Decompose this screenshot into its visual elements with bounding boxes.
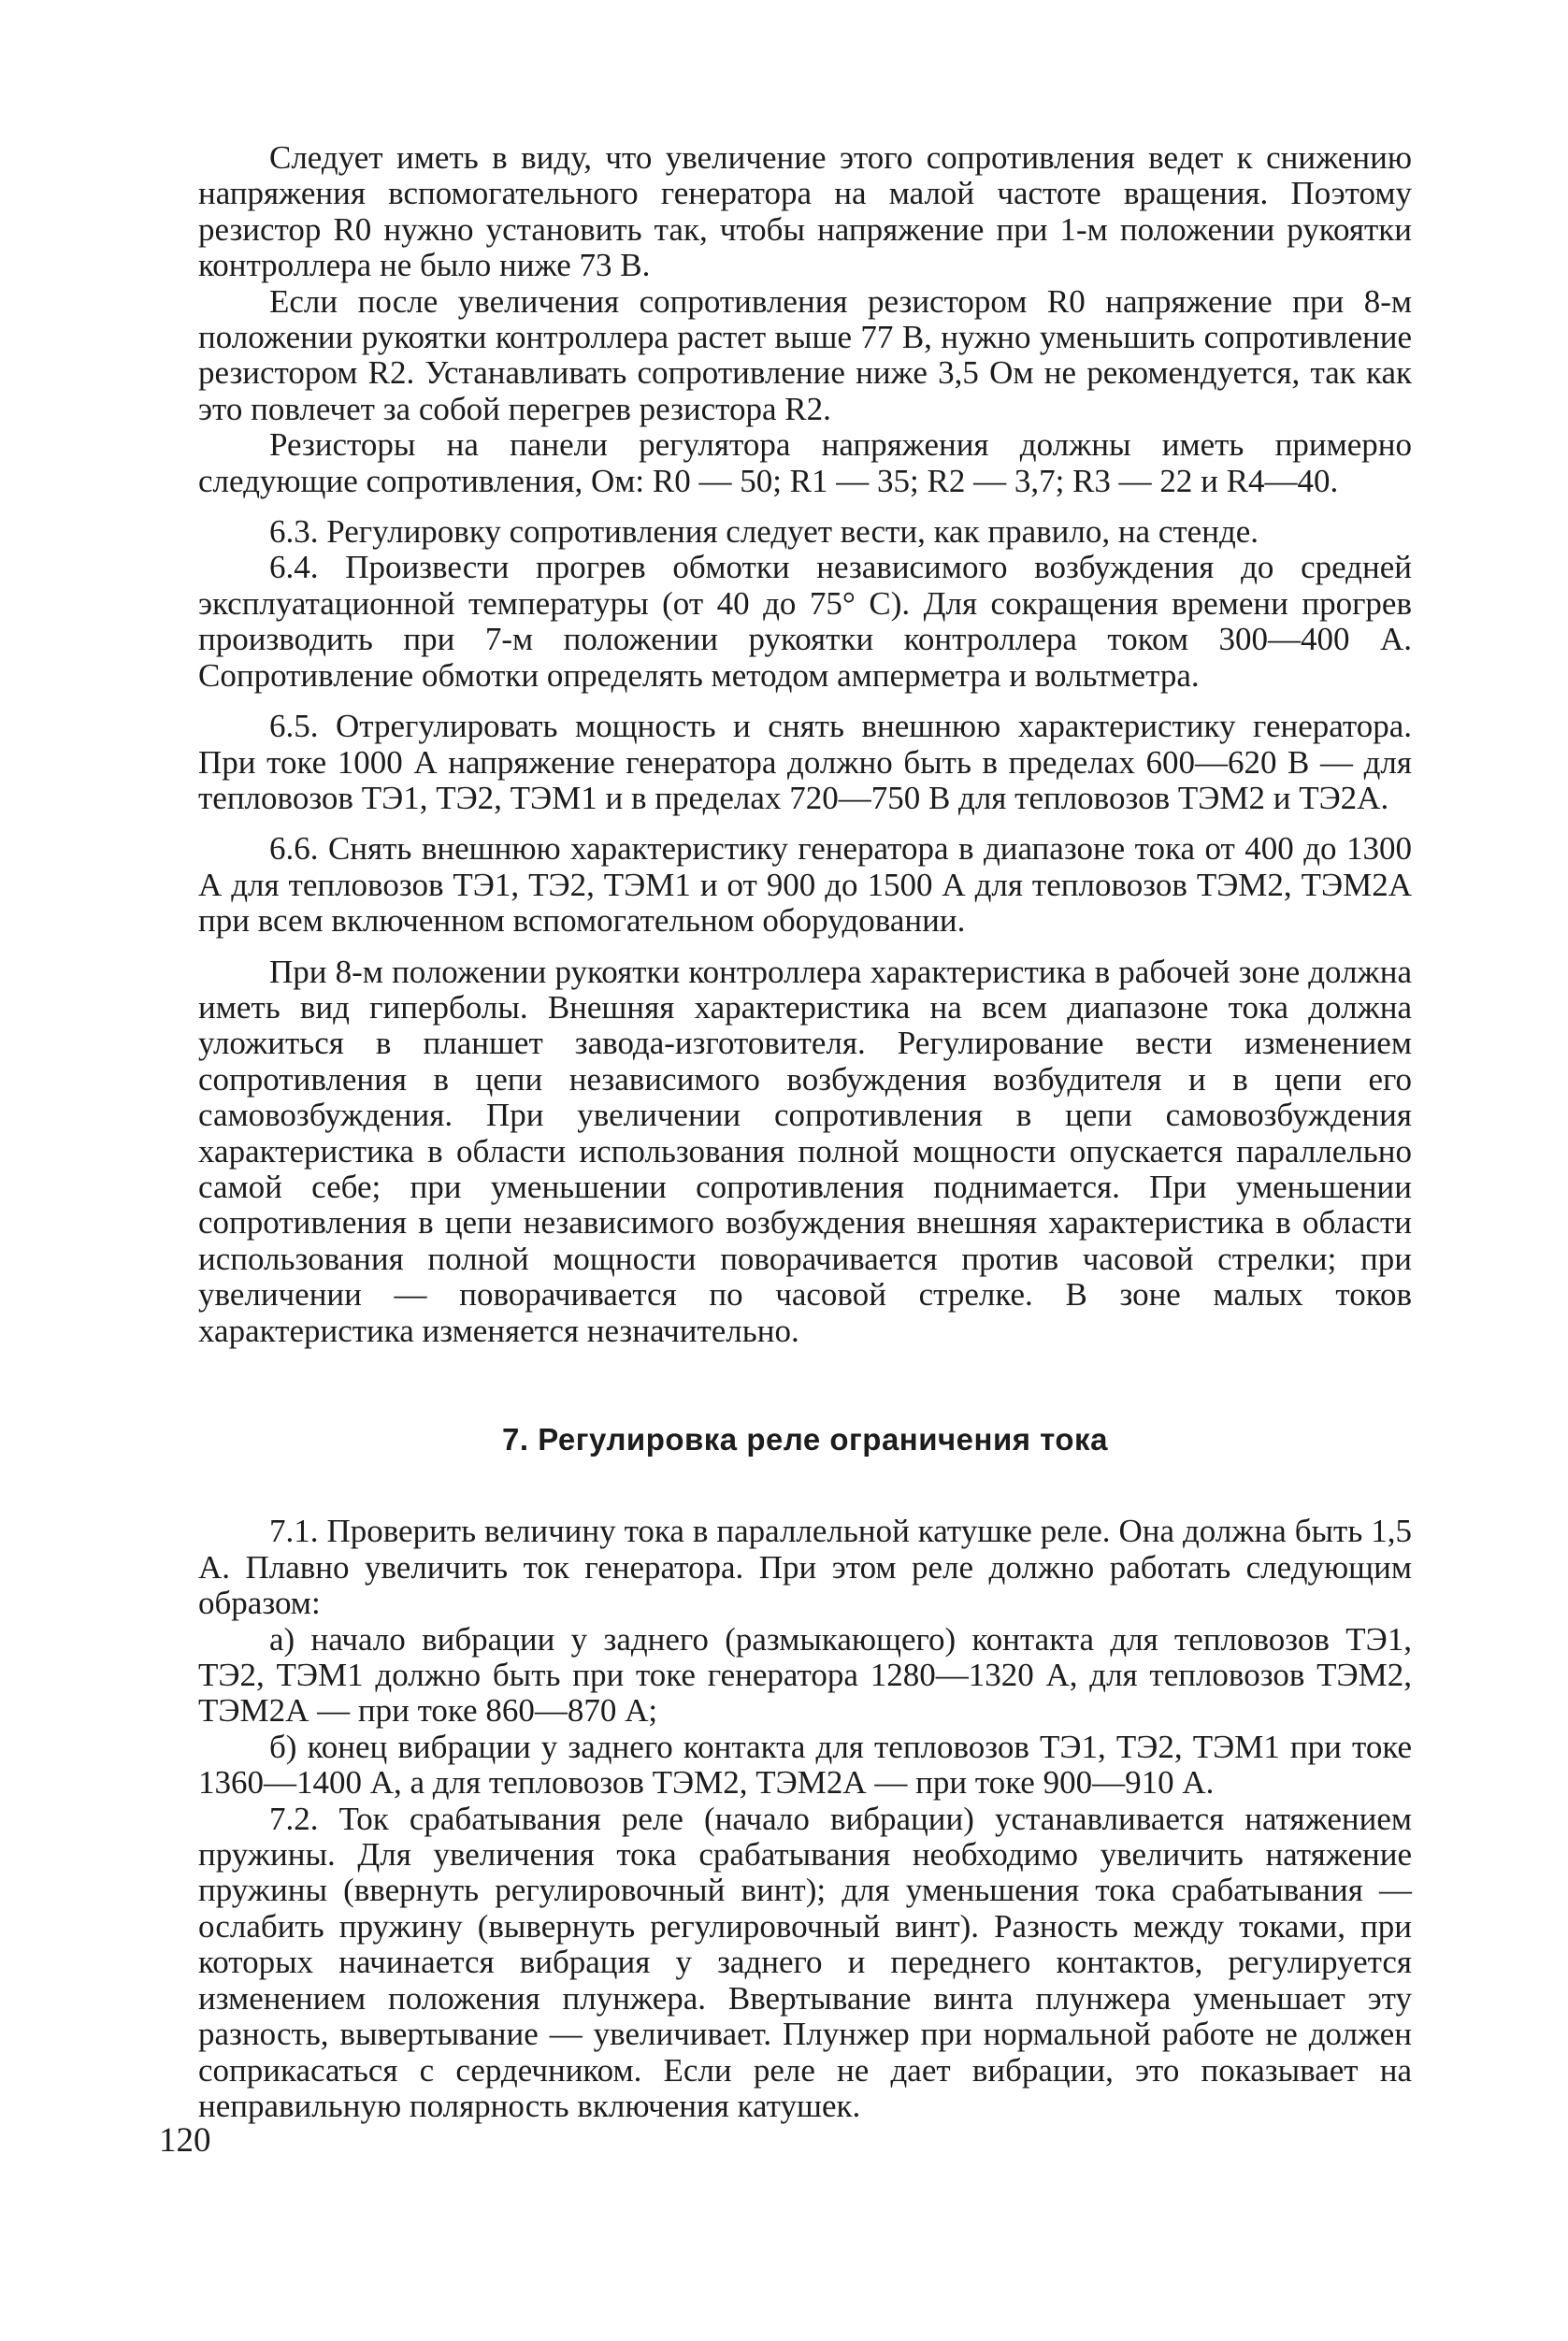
paragraph: 6.3. Регулировку сопротивления следует вести, как правило, на стенде. (269, 513, 1259, 551)
paragraph: 6.6. Снять внешнюю характеристику генератора в диапазоне тока от 400 до 1300 А для тепловозов ТЭ1, ТЭ2, ТЭМ1 и от 900 до 1500 А для тепловозов ТЭМ2, ТЭМ2А при всем включенном вспомогательном оборудовании. (198, 830, 1412, 940)
list-item: б) конец вибрации у заднего контакта для тепловозов ТЭ1, ТЭ2, ТЭМ1 при токе 1360—1400 А, а для тепловозов ТЭМ2, ТЭМ2А — при токе 900—910 А. (198, 1728, 1412, 1802)
section-heading: 7. Регулировка реле ограничения тока (502, 1422, 1108, 1457)
paragraph: 6.5. Отрегулировать мощность и снять внешнюю характеристику генератора. При токе 1000 А напряжение генератора должно быть в пределах 600—620 В — для тепловозов ТЭ1, ТЭ2, ТЭМ1 и в пределах 720—750 В для тепловозов ТЭМ2 и ТЭ2А. (198, 708, 1412, 816)
paragraph: Резисторы на панели регулятора напряжения должны иметь примерно следующие сопротивления, Ом: R0 — 50; R1 — 35; R2 — 3,7; R3 — 22 и R4—40. (198, 426, 1412, 499)
paragraph: 7.2. Ток срабатывания реле (начало вибрации) устанавливается натяжением пружины. Для увеличения тока срабатывания необходимо увеличить натяжение пружины (ввернуть регулировочный винт); для уменьшения тока срабатывания — ослабить пружину (вывернуть регулировочный винт). Разность между токами, при которых начинается вибрация у заднего и переднего контактов, регулируется изменением положения плунжера. Ввертывание винта плунжера уменьшает эту разность, вывертывание — увеличивает. Плунжер при нормальной работе не должен соприкасаться с сердечником. Если реле не дает вибрации, это показывает на неправильную полярность включения катушек. (198, 1800, 1412, 2124)
paragraph: При 8-м положении рукоятки контроллера характеристика в рабочей зоне должна иметь вид гиперболы. Внешняя характеристика на всем диапазоне тока должна уложиться в планшет завода-изготовителя. Регулирование вести изменением сопротивления в цепи независимого возбуждения возбудителя и в цепи его самовозбуждения. При увеличении сопротивления в цепи самовозбуждения характеристика в области использования полной мощности опускается параллельно самой себе; при уменьшении сопротивления поднимается. При уменьшении сопротивления в цепи независимого возбуждения внешняя характеристика в области использования полной мощности поворачивается против часовой стрелки; при увеличении — поворачивается по часовой стрелке. В зоне малых токов характеристика изменяется незначительно. (198, 953, 1412, 1349)
paragraph: Следует иметь в виду, что увеличение этого сопротивления ведет к снижению напряжения вспомогательного генератора на малой частоте вращения. Поэтому резистор R0 нужно установить так, чтобы напряжение при 1-м положении рукоятки контроллера не было ниже 73 В. (198, 139, 1412, 284)
page-number: 120 (159, 2121, 211, 2160)
paragraph: 6.4. Произвести прогрев обмотки независимого возбуждения до средней эксплуатационной температуры (от 40 до 75° С). Для сокращения времени прогрев производить при 7-м положении рукоятки контроллера током 300—400 А. Сопротивление обмотки определять методом амперметра и вольтметра. (198, 549, 1412, 694)
paragraph: 7.1. Проверить величину тока в параллельной катушке реле. Она должна быть 1,5 А. Плавно увеличить ток генератора. При этом реле должно работать следующим образом: (198, 1513, 1412, 1622)
page-body (198, 140, 1412, 2124)
paragraph: Если после увеличения сопротивления резистором R0 напряжение при 8-м положении рукоятки контроллера растет выше 77 В, нужно уменьшить сопротивление резистором R2. Устанавливать сопротивление ниже 3,5 Ом не рекомендуется, так как это повлечет за собой перегрев резистора R2. (198, 282, 1412, 427)
list-item: а) начало вибрации у заднего (размыкающего) контакта для тепловозов ТЭ1, ТЭ2, ТЭМ1 должно быть при токе генератора 1280—1320 А, для тепловозов ТЭМ2, ТЭМ2А — при токе 860—870 А; (198, 1620, 1412, 1730)
